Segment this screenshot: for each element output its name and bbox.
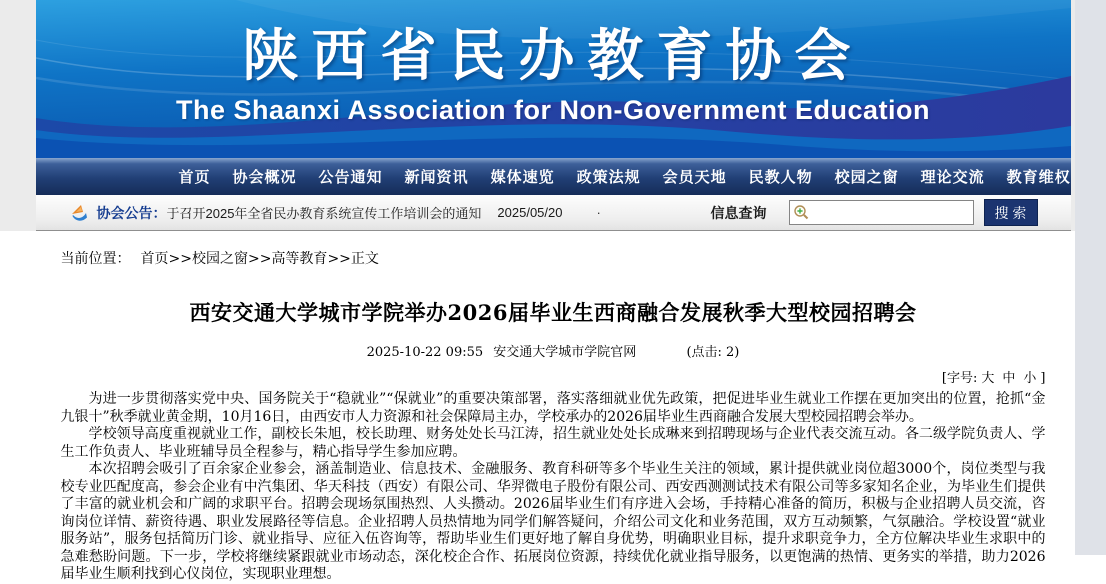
article-datetime: 2025-10-22 09:55 <box>366 345 484 361</box>
nav-item-rights[interactable]: 教育维权 <box>1006 169 1071 186</box>
nav-item-policies[interactable]: 政策法规 <box>576 169 641 186</box>
fontsize-large-button[interactable]: 大 <box>981 371 995 387</box>
announcement-label: 协会公告： <box>96 204 167 221</box>
site-subtitle: The Shaanxi Association for Non-Government Education <box>175 95 931 125</box>
search-button[interactable]: 搜 索 <box>984 199 1038 226</box>
announcement-marquee-link[interactable]: 于召开2025年全省民办教育系统宣传工作培训会的通知 <box>166 206 482 221</box>
announcement-date: 2025/05/20 <box>497 205 563 220</box>
nav-item-about[interactable]: 协会概况 <box>232 169 297 186</box>
breadcrumb-article: 正文 <box>350 251 379 267</box>
fontsize-label-close: ] <box>1040 371 1046 387</box>
breadcrumb-prefix: 当前位置： <box>60 251 131 267</box>
article-paragraph: 为进一步贯彻落实党中央、国务院关于“稳就业”“保就业”的重要决策部署，落实落细就业优先政策，把促进毕业生就业工作摆在更加突出的位置，抢抓“金九银十”秋季就业黄金期，10月16日，由西安市人力资源和社会保障局主办，学校承办的2026届毕业生西商融合发展大型校园招聘会举办。 <box>60 391 1046 425</box>
breadcrumb-home[interactable]: 首页 <box>140 251 169 267</box>
search-magnifier-icon <box>793 204 810 221</box>
notice-bar <box>36 195 1071 231</box>
announcement-icon <box>69 203 89 223</box>
nav-item-announcements[interactable]: 公告通知 <box>318 169 383 186</box>
article-title: 西安交通大学城市学院举办2026届毕业生西商融合发展秋季大型校园招聘会 <box>189 300 917 325</box>
fontsize-controls <box>61 367 1046 386</box>
nav-item-theory[interactable]: 理论交流 <box>920 169 985 186</box>
search-area <box>711 199 1071 226</box>
nav-item-campus[interactable]: 校园之窗 <box>834 169 899 186</box>
article-paragraph: 学校领导高度重视就业工作，副校长朱旭，校长助理、财务处处长马江涛，招生就业处处长成琳来到招聘现场与企业代表交流互动。各二级学院负责人、学生工作负责人、毕业班辅导员全程参与，精心指导学生参加应聘。 <box>60 426 1046 460</box>
announcement-separator-dot: · <box>596 205 601 220</box>
search-input[interactable] <box>789 200 974 225</box>
header-zone <box>0 0 1106 231</box>
right-edge-strip <box>1075 0 1106 555</box>
fontsize-label-open: [字号: <box>941 371 978 387</box>
nav-item-members[interactable]: 会员天地 <box>662 169 727 186</box>
main-nav <box>36 158 1071 195</box>
breadcrumb-higher-education[interactable]: 高等教育 <box>271 251 328 267</box>
article-meta <box>61 341 1046 360</box>
fontsize-small-button[interactable]: 小 <box>1023 371 1037 387</box>
article-paragraph: 本次招聘会吸引了百余家企业参会，涵盖制造业、信息技术、金融服务、教育科研等多个毕业生关注的领域，累计提供就业岗位超3000个，岗位类型与我校专业匹配度高，参会企业有中汽集团、华天科技（西安）有限公司、华羿微电子股份有限公司、西安西测测试技术有限公司等多家知名企业，为毕业生们提供了丰富的就业机会和广阔的求职平台。招聘会现场氛围热烈、人头攒动。2026届毕业生们有序进入会场，手持精心准备的简历，积极与企业招聘人员交流，咨询岗位详情、薪资待遇、职业发展路径等信息。企业招聘人员热情地为同学们解答疑问，介绍公司文化和业务范围，双方互动频繁，气氛融洽。学校设置“就业服务站”，服务包括简历门诊、就业指导、应征入伍咨询等，帮助毕业生们更好地了解自身优势，明确职业目标，提升求职竞争力，全方位解决毕业生求职中的急难愁盼问题。下一步，学校将继续紧跟就业市场动态，深化校企合作、拓展岗位资源，持续优化就业指导服务，以更饱满的热情、更务实的举措，助力2026届毕业生顺利找到心仪岗位，实现职业理想。 <box>60 461 1046 583</box>
breadcrumb <box>61 231 1046 268</box>
search-section-label: 信息查询 <box>710 204 767 221</box>
breadcrumb-separator: >> <box>327 251 351 267</box>
content-zone <box>0 231 1106 584</box>
nav-item-people[interactable]: 民教人物 <box>748 169 813 186</box>
breadcrumb-separator: >> <box>247 251 272 267</box>
breadcrumb-campus-window[interactable]: 校园之窗 <box>191 251 248 267</box>
site-banner <box>36 0 1071 158</box>
nav-item-media[interactable]: 媒体速览 <box>490 169 555 186</box>
breadcrumb-separator: >> <box>168 251 192 267</box>
article-click-count: (点击: 2) <box>686 345 740 361</box>
site-title: 陕西省民办教育协会 <box>242 23 864 89</box>
fontsize-medium-button[interactable]: 中 <box>1002 371 1016 387</box>
nav-item-home[interactable]: 首页 <box>178 169 211 186</box>
nav-item-news[interactable]: 新闻资讯 <box>404 169 469 186</box>
article-source: 安交通大学城市学院官网 <box>493 345 637 361</box>
